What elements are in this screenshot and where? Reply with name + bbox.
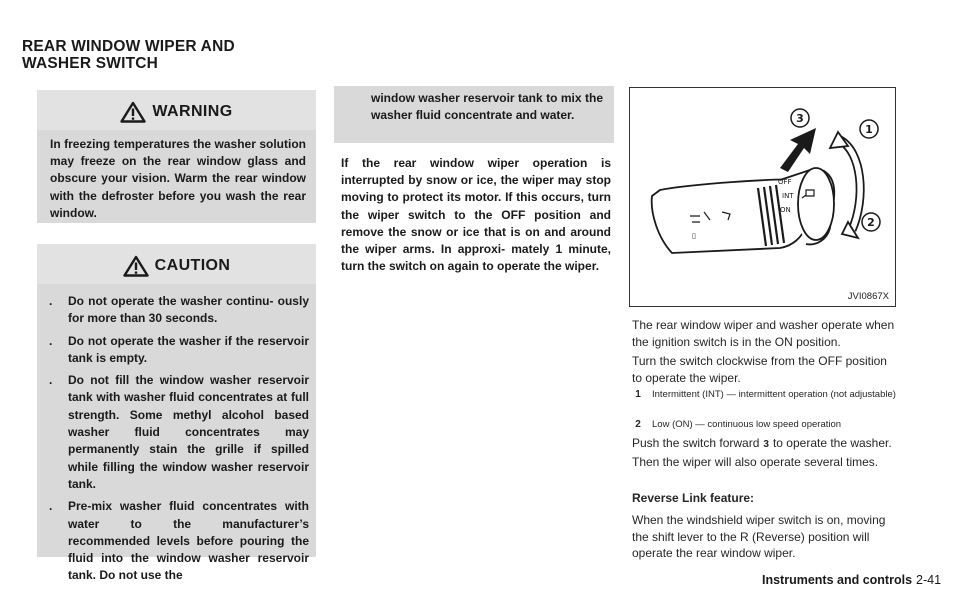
- warning-triangle-icon: [120, 101, 146, 123]
- callout-3: 3: [796, 112, 804, 125]
- step-text: Low (ON) — continuous low speed operation: [652, 419, 842, 430]
- operation-text: The rear window wiper and washer operate when the ignition switch is in the ON position.: [632, 318, 895, 349]
- turn-paragraph: [632, 353, 900, 386]
- push-text-post: to operate the washer. Then the wiper will also operate several times.: [632, 436, 892, 469]
- caution-box-continued: [334, 86, 614, 143]
- page-title-line1: REAR WINDOW WIPER AND: [22, 38, 235, 55]
- caution-item-text: Do not fill the window washer reservoir tank with washer fluid concentrates at full strength. Some methyl alcohol based washer fluid concentrates may permanently stain the grille if spilled while filling the window washer reservoir tank.: [68, 373, 309, 491]
- page-title-line2: WASHER SWITCH: [22, 55, 159, 72]
- step-number: 3: [763, 439, 769, 450]
- reverse-link-text: When the windshield wiper switch is on, moving the shift lever to the R (Reverse) position will operate the rear window wiper.: [632, 513, 886, 561]
- caution-triangle-icon: [123, 255, 149, 277]
- page-number: 2-41: [916, 573, 942, 587]
- caution-list: [47, 293, 309, 590]
- page-footer: [762, 572, 942, 588]
- caution-item: [47, 333, 309, 368]
- caution-item: [47, 372, 309, 493]
- step-number: 1: [635, 389, 641, 400]
- callout-1: 1: [865, 123, 873, 136]
- snow-ice-paragraph: If the rear window wiper operation is interrupted by snow or ice, the wiper may stop moving to protect its motor. If this occurs, turn the wiper switch to the OFF position and remove the snow or ice that is on and around the wiper arms. In approxi- mately 1 minute, turn the switch on again to operate the wiper.: [341, 156, 611, 274]
- caution-header: [37, 248, 316, 284]
- warning-box: [37, 90, 316, 223]
- wiper-stalk-drawing: [630, 88, 895, 306]
- callout-2: 2: [867, 216, 875, 229]
- figure-code: JVI0867X: [847, 291, 889, 302]
- caution-item-continued-text: window washer reservoir tank to mix the washer fluid concentrate and water.: [371, 91, 603, 123]
- step-number: 2: [635, 419, 641, 430]
- warning-header: [37, 94, 316, 130]
- caution-item: [47, 498, 309, 584]
- switch-mark-off: OFF: [778, 178, 792, 186]
- bullet: .: [49, 333, 53, 348]
- reverse-link-paragraph: [632, 512, 900, 562]
- caution-box: [37, 244, 316, 583]
- warning-text: In freezing temperatures the washer solution may freeze on the rear window glass and obscure your vision. Warm the rear window with the defroster before you wash the rear window.: [50, 137, 306, 220]
- operation-paragraph: [632, 317, 900, 350]
- wiper-switch-illustration: [629, 87, 896, 307]
- caution-item-text: Do not operate the washer continu- ously for more than 30 seconds.: [68, 294, 309, 326]
- caution-item: [47, 293, 309, 328]
- warning-label: WARNING: [152, 103, 233, 120]
- bullet: .: [49, 373, 53, 388]
- push-paragraph: [632, 435, 900, 470]
- switch-mark-int: INT: [782, 192, 794, 200]
- caution-item-text: Do not operate the washer if the reservoir tank is empty.: [68, 333, 309, 365]
- footer-section: Instruments and controls: [762, 573, 913, 587]
- turn-text: Turn the switch clockwise from the OFF position to operate the wiper.: [632, 354, 887, 385]
- bullet: .: [49, 499, 53, 514]
- step-text: Intermittent (INT) — intermittent operation (not adjustable): [652, 389, 896, 400]
- switch-mark-on: ON: [780, 206, 791, 214]
- reverse-link-subheading: Reverse Link feature:: [632, 491, 755, 505]
- caution-item-text: Pre-mix washer fluid concentrates with water to the manufacturer’s recommended levels before pouring the fluid into the window washer reservoir tank. Do not use the: [68, 499, 309, 583]
- bullet: .: [49, 294, 53, 308]
- push-text-pre: Push the switch forward: [632, 436, 760, 450]
- page-title: [22, 38, 235, 72]
- caution-label: CAUTION: [154, 257, 231, 274]
- svg-text:▯: ▯: [692, 232, 696, 240]
